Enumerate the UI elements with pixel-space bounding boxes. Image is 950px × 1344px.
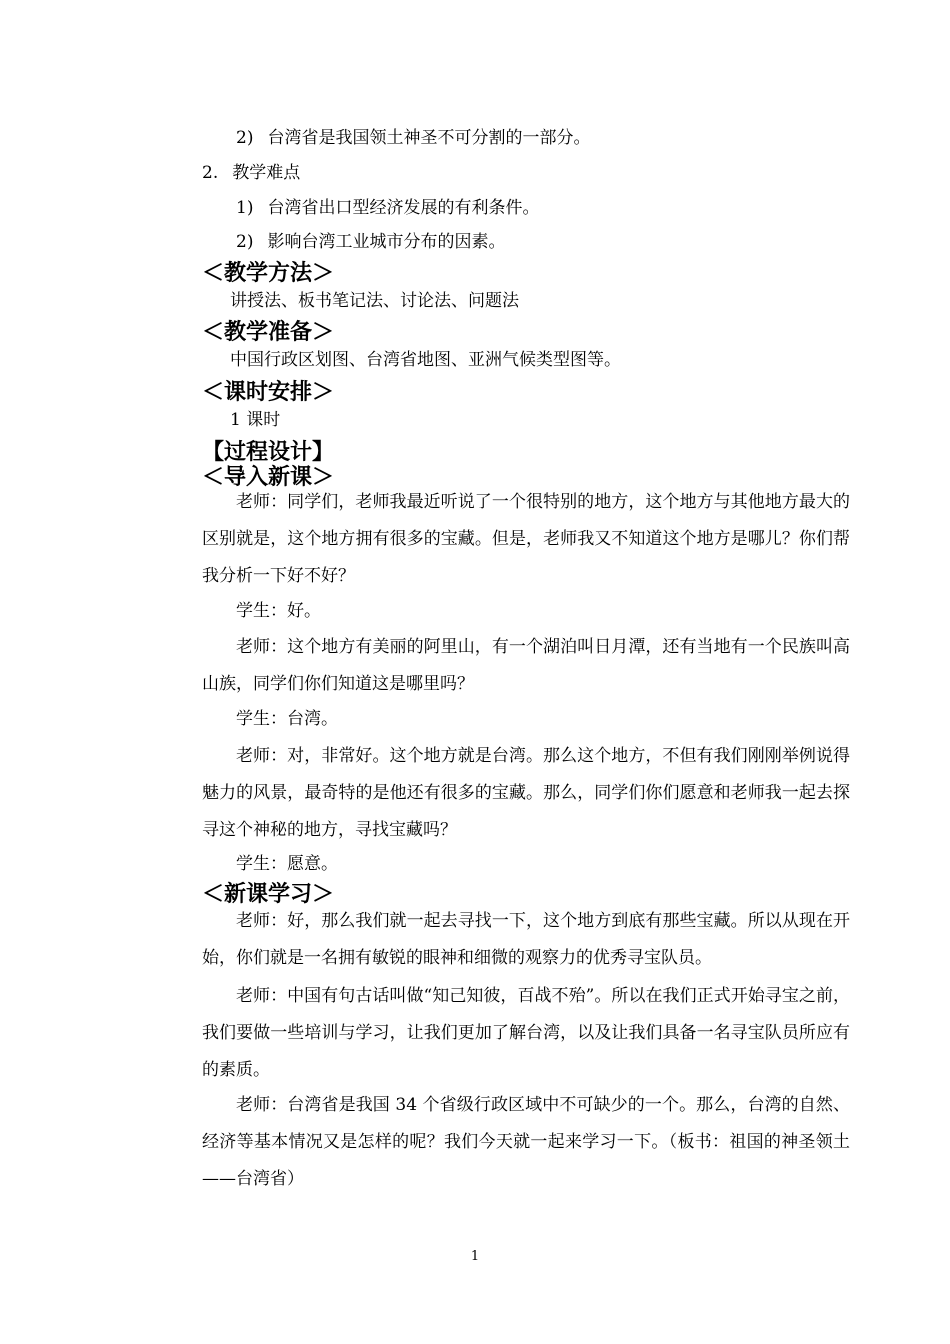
difficulty-prev-item-2 [236, 127, 590, 149]
section-title: 教学难点 [232, 163, 301, 183]
preparation-heading: ＜教学准备＞ [202, 320, 335, 345]
intro-paragraph-3: 老师：这个地方有美丽的阿里山，有一个湖泊叫日月潭，还有当地有一个民族叫高山族，同学们你们知道这是哪里吗？ [202, 637, 850, 694]
difficulty-item-2 [236, 231, 505, 253]
preparation-text: 中国行政区划图、台湾省地图、亚洲气候类型图等。 [230, 350, 621, 370]
intro-heading: ＜导入新课＞ [202, 465, 335, 490]
intro-paragraph-5: 老师：对，非常好。这个地方就是台湾。那么这个地方，不但有我们刚刚举例说得魅力的风景，最奇特的是他还有很多的宝藏。那么，同学们你们愿意和老师我一起去探寻这个神秘的地方，寻找宝藏吗？ [202, 746, 850, 840]
schedule-heading: ＜课时安排＞ [202, 380, 335, 405]
list-number: 2) [236, 128, 254, 148]
section-number: 2. [202, 163, 219, 183]
intro-paragraph-4: 学生：台湾。 [236, 709, 338, 729]
list-text: 影响台湾工业城市分布的因素。 [267, 232, 506, 252]
difficulty-section-title [202, 162, 300, 184]
methods-text: 讲授法、板书笔记法、讨论法、问题法 [230, 291, 519, 311]
process-heading: 【过程设计】 [202, 440, 335, 465]
intro-paragraph-6: 学生：愿意。 [236, 854, 338, 874]
new-lesson-paragraph-2: 老师：中国有句古话叫做“知己知彼，百战不殆”。所以在我们正式开始寻宝之前，我们要做一些培训与学习，让我们更加了解台湾，以及让我们具备一名寻宝队员所应有的素质。 [202, 986, 850, 1080]
new-lesson-paragraph-3: 老师：台湾省是我国 34 个省级行政区域中不可缺少的一个。那么，台湾的自然、经济等基本情况又是怎样的呢？我们今天就一起来学习一下。（板书：祖国的神圣领土——台湾省） [202, 1095, 850, 1189]
new-lesson-heading: ＜新课学习＞ [202, 882, 335, 907]
list-text: 台湾省是我国领土神圣不可分割的一部分。 [267, 128, 591, 148]
intro-paragraph-2: 学生：好。 [236, 601, 321, 621]
page-number: 1 [470, 1249, 480, 1264]
difficulty-item-1 [236, 197, 539, 219]
new-lesson-paragraph-1: 老师：好，那么我们就一起去寻找一下，这个地方到底有那些宝藏。所以从现在开始，你们就是一名拥有敏锐的眼神和细微的观察力的优秀寻宝队员。 [202, 911, 850, 968]
intro-paragraph-1: 老师：同学们，老师我最近听说了一个很特别的地方，这个地方与其他地方最大的区别就是，这个地方拥有很多的宝藏。但是，老师我又不知道这个地方是哪儿？你们帮我分析一下好不好？ [202, 492, 850, 586]
methods-heading: ＜教学方法＞ [202, 261, 335, 286]
schedule-text: 1 课时 [230, 410, 281, 430]
list-number: 2) [236, 232, 254, 252]
list-text: 台湾省出口型经济发展的有利条件。 [267, 198, 540, 218]
list-number: 1) [236, 198, 254, 218]
